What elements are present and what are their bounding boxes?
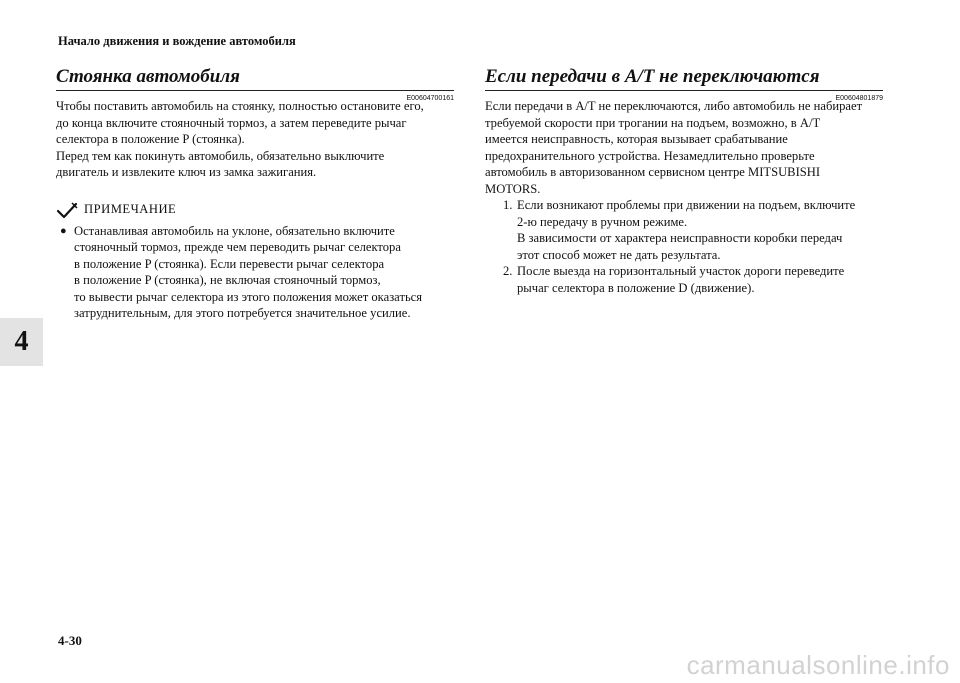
note-item [56,223,454,322]
list-number: 1. [503,198,513,212]
watermark: carmanualsonline.info [686,650,950,680]
right-column [485,64,883,296]
list-item [485,197,883,263]
list-number: 2. [503,264,513,278]
section-code: E00604700161 [406,95,454,102]
pen-note-icon [56,201,78,219]
left-title-row [56,64,454,102]
note-header [56,201,454,219]
list-item [485,263,883,296]
note-text: Останавливая автомобиль на уклоне, обязательно включите стояночный тормоз, прежде чем переводить рычаг селектора в положение P (стоянка). Если перевести рычаг селектора в положение P (стоянка), не включая стояночный тормоз, то вывести рычаг селектора из этого положения может оказаться затруднительным, для этого потребуется значительное усилие. [74,223,423,320]
chapter-tab: 4 [0,318,43,366]
at-shift-steps [485,197,883,296]
running-header: Начало движения и вождение автомобиля [58,34,296,48]
note-label: ПРИМЕЧАНИЕ [84,202,177,216]
section-title-at-shift: Если передачи в A/T не переключаются [485,66,820,87]
parking-paragraph: Чтобы поставить автомобиль на стоянку, полностью остановите его, до конца включите стояночный тормоз, а затем переведите рычаг селектора в положение P (стоянка). Перед тем как покинуть автомобиль, обязательно выключите двигатель и извлеките ключ из замка зажигания. [56,99,424,179]
left-column [56,64,454,322]
list-text: Если возникают проблемы при движении на подъем, включите 2-ю передачу в ручном режиме. В зависимости от характера неисправности коробки передач этот способ может не дать результата. [517,198,856,262]
right-title-row [485,64,883,102]
at-shift-paragraph: Если передачи в A/T не переключаются, либо автомобиль не набирает требуемой скорости при трогании на подъем, возможно, в A/T имеется неисправность, которая вызывает срабатывание предохранительного устройства. Незамедлительно проверьте автомобиль в авторизованном сервисном центре MITSUBISHI MOTORS. [485,99,863,196]
bullet: ● [60,224,67,237]
page-number: 4-30 [58,633,82,648]
section-code: E00604801879 [835,95,883,102]
section-title-parking: Стоянка автомобиля [56,66,240,87]
list-text: После выезда на горизонтальный участок дороги переведите рычаг селектора в положение D (движение). [517,264,845,295]
